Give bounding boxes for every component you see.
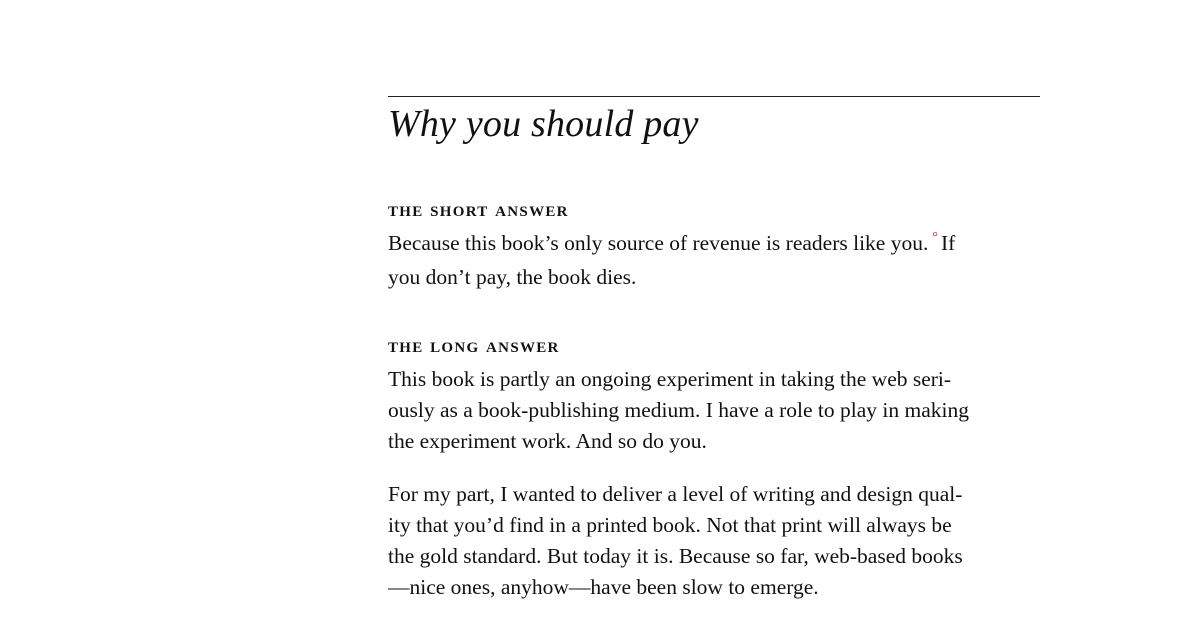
paragraph-long-answer-1 — [388, 364, 1040, 457]
title-rule — [388, 96, 1040, 97]
paragraph-line: ously as a book-publishing medium. I have a role to play in making — [388, 398, 969, 422]
page-title: Why you should pay — [388, 103, 699, 145]
paragraph-line: the gold standard. But today it is. Because so far, web-based books — [388, 544, 963, 568]
paragraph-short-answer — [388, 228, 1040, 293]
paragraph-text: If — [940, 231, 956, 255]
paragraph-line — [388, 228, 1040, 262]
paragraph-line: This book is partly an ongoing experiment in taking the web seri- — [388, 367, 952, 391]
paragraph-text: Because this book’s only source of revenue is readers like you. — [388, 231, 929, 255]
paragraph-line: the experiment work. And so do you. — [388, 429, 707, 453]
paragraph-line: you don’t pay, the book dies. — [388, 265, 637, 289]
article — [388, 96, 1040, 603]
paragraph-long-answer-2 — [388, 479, 1040, 603]
footnote-marker[interactable]: ° — [932, 230, 938, 245]
section-heading-long-answer: the long answer — [388, 333, 560, 357]
section-heading-short-answer: the short answer — [388, 197, 569, 221]
paragraph-line: For my part, I wanted to deliver a level of writing and design qual- — [388, 482, 963, 506]
paragraph-line: —nice ones, anyhow—have been slow to emerge. — [388, 575, 819, 599]
paragraph-line: ity that you’d find in a printed book. Not that print will always be — [388, 513, 952, 537]
